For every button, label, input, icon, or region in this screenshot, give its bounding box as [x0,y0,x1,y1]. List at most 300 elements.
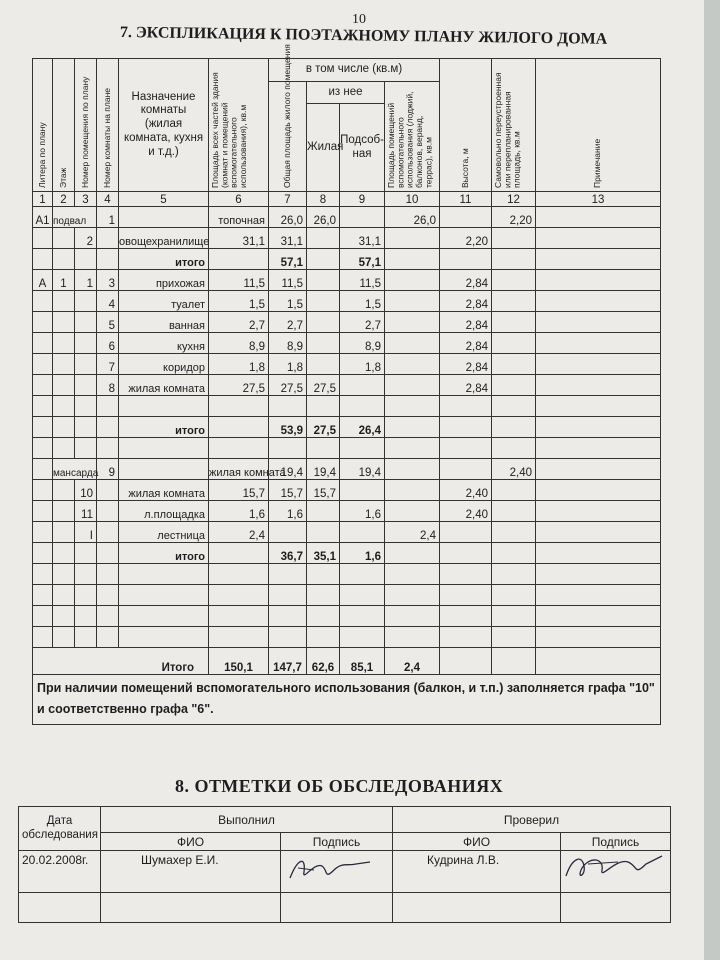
cell-naznach: лестница [119,522,209,543]
cell-etazh [53,501,75,522]
cell-room-no: 8 [97,375,119,396]
cell-height: 2,40 [492,459,536,480]
cell-zhilaya [307,249,340,270]
cell-vspom [385,627,440,648]
cell-obsh-area [269,564,307,585]
cell-litera [33,228,53,249]
cell-litera: А [33,270,53,291]
cell-obsh-area: 15,7 [269,480,307,501]
cell-samovol [492,375,536,396]
cell-height [440,396,492,417]
cell-etazh: подвал [53,207,97,228]
cell-zhilaya: 35,1 [307,543,340,564]
checked-signature-label: Подпись [561,833,671,851]
column-number: 3 [75,192,97,207]
cell-vspom: 2,4 [385,522,440,543]
cell-room-no [97,249,119,270]
cell-room-no [97,522,119,543]
cell-litera [33,438,53,459]
cell-pom-no: 1 [75,270,97,291]
cell-pom-no [75,627,97,648]
header-naznach: Назначение комнаты (жилая комната, кухня и т.д.) [119,59,209,192]
cell-obsh-area: 1,6 [269,501,307,522]
cell-etazh [53,417,75,438]
cell-samovol [492,396,536,417]
cell-room-no [119,207,209,228]
cell-obsh-area: 8,9 [269,333,307,354]
cell-samovol [492,501,536,522]
cell-naznach [119,585,209,606]
cell-room-no: 7 [97,354,119,375]
cell-obsh-area: 31,1 [269,228,307,249]
page-number: 10 [352,12,366,27]
cell-etazh [53,585,75,606]
cell-zhilaya [307,606,340,627]
column-number: 4 [97,192,119,207]
cell-zhilaya [340,207,385,228]
cell-zhilaya [307,438,340,459]
table-row [33,228,661,249]
cell-vspom [385,249,440,270]
cell-pom-no: 11 [75,501,97,522]
cell-vspom [385,480,440,501]
cell-naznach [119,438,209,459]
cell-podsob [340,585,385,606]
cell-naznach: овощехранилище [119,228,209,249]
cell-litera [33,606,53,627]
cell-primech [536,333,661,354]
cell-vspom [440,459,492,480]
cell-primech [536,312,661,333]
cell-primech [536,375,661,396]
cell-primech [536,270,661,291]
cell-vspom [385,501,440,522]
column-number: 6 [209,192,269,207]
cell-height: 2,40 [440,480,492,501]
cell-primech [536,396,661,417]
date-label: Дата обследования [19,807,101,851]
header-obsh-area: Общая площадь жилого помещения [281,44,292,188]
cell-obsh-area: 36,7 [269,543,307,564]
cell-vspom [385,291,440,312]
cell-zhilaya [307,522,340,543]
fill-note: При наличии помещений вспомогательного использования (балкон, и т.п.) заполняется графа "10" и соответственно графа "6". [33,675,661,725]
cell-area-all [209,396,269,417]
cell-litera [33,627,53,648]
cell-height: 2,20 [492,207,536,228]
cell-pom-no: 10 [75,480,97,501]
cell-podsob [340,606,385,627]
cell-pom-no [75,354,97,375]
table-row [33,207,661,228]
grand-total-row [33,648,661,675]
column-number: 7 [269,192,307,207]
header-iz-nee: из нее [307,82,385,104]
cell-pom-no [75,291,97,312]
cell-naznach: жилая комната [209,459,269,480]
cell-zhilaya [307,501,340,522]
cell-room-no: 5 [97,312,119,333]
cell-area-all [209,585,269,606]
cell-height: 2,20 [440,228,492,249]
cell-height: 2,84 [440,312,492,333]
cell-area-all [209,417,269,438]
cell-area-all: 31,1 [209,228,269,249]
cell-height [440,522,492,543]
cell-etazh [53,606,75,627]
cell-litera [33,501,53,522]
cell-pom-no [75,438,97,459]
performed-signature-label: Подпись [281,833,393,851]
inspection-date: 20.02.2008г. [19,851,101,893]
cell-samovol [492,543,536,564]
header-etazh: Этаж [57,167,68,188]
cell-podsob: 11,5 [340,270,385,291]
cell-etazh [53,249,75,270]
column-number: 1 [33,192,53,207]
cell-litera [33,312,53,333]
cell-samovol [492,228,536,249]
cell-naznach: л.площадка [119,501,209,522]
cell-zhilaya [307,333,340,354]
cell-height [440,585,492,606]
cell-vspom [385,270,440,291]
cell-naznach: итого [119,543,209,564]
cell-room-no: 6 [97,333,119,354]
header-podsob: Подсоб-ная [340,104,385,192]
checked-fio-label: ФИО [393,833,561,851]
cell-height: 2,40 [440,501,492,522]
cell-zhilaya: 27,5 [307,417,340,438]
cell-etazh [53,396,75,417]
cell-zhilaya [307,396,340,417]
cell-height: 2,84 [440,291,492,312]
cell-obsh-area [269,585,307,606]
grand-total-empty-12 [492,648,536,675]
cell-area-all [209,627,269,648]
cell-area-all: 1,6 [209,501,269,522]
cell-obsh-area: 1,8 [269,354,307,375]
cell-obsh-area [269,438,307,459]
cell-room-no [97,606,119,627]
cell-primech [536,627,661,648]
cell-naznach: жилая комната [119,480,209,501]
cell-room-no [97,564,119,585]
cell-height: 2,84 [440,333,492,354]
cell-samovol [492,585,536,606]
cell-litera [33,354,53,375]
cell-podsob: 1,8 [340,354,385,375]
grand-total-zhilaya: 62,6 [307,648,340,675]
cell-naznach: кухня [119,333,209,354]
cell-naznach [119,627,209,648]
grand-total-empty-13 [536,648,661,675]
cell-pom-no [75,606,97,627]
table-row [33,438,661,459]
cell-primech [536,564,661,585]
cell-area-all: 1,5 [209,291,269,312]
cell-primech [536,354,661,375]
cell-litera: А1 [33,207,53,228]
cell-podsob [340,396,385,417]
cell-room-no [97,417,119,438]
cell-samovol [536,459,661,480]
cell-vspom [385,585,440,606]
cell-vspom [385,438,440,459]
page-edge [704,0,720,960]
column-number: 9 [340,192,385,207]
table-row [33,312,661,333]
cell-room-no [97,480,119,501]
cell-area-all: 2,7 [209,312,269,333]
cell-samovol [492,249,536,270]
cell-zhilaya [307,270,340,291]
cell-room-no: 3 [97,270,119,291]
performed-fio: Шумахер Е.И. [101,851,281,893]
table-row [33,249,661,270]
cell-podsob: 1,6 [340,543,385,564]
cell-samovol [492,606,536,627]
cell-etazh [53,228,75,249]
cell-samovol [492,333,536,354]
cell-samovol [492,480,536,501]
table-row [33,459,661,480]
cell-area-all: 27,5 [209,375,269,396]
cell-etazh [53,333,75,354]
cell-samovol [492,270,536,291]
cell-podsob [340,627,385,648]
cell-vspom [385,417,440,438]
table-row [33,396,661,417]
cell-litera [33,522,53,543]
cell-samovol [492,438,536,459]
cell-litera [33,417,53,438]
section8-title: 8. ОТМЕТКИ ОБ ОБСЛЕДОВАНИЯХ [175,776,504,796]
cell-zhilaya [307,312,340,333]
cell-zhilaya [307,564,340,585]
cell-podsob: 1,5 [340,291,385,312]
header-vspom: Площадь помещений вспомогательного использования (лоджий, балконов, веранд, террас), кв.м [386,91,434,188]
cell-area-all [209,606,269,627]
cell-primech [536,417,661,438]
cell-primech [536,249,661,270]
cell-pom-no [75,543,97,564]
grand-total-area-all: 150,1 [209,648,269,675]
table-row [33,522,661,543]
cell-primech [536,438,661,459]
cell-room-no: 4 [97,291,119,312]
cell-height [440,564,492,585]
header-row-1 [33,59,661,82]
cell-height: 2,84 [440,354,492,375]
cell-obsh-area [269,627,307,648]
table-row [33,585,661,606]
cell-area-all [209,543,269,564]
table-row [33,375,661,396]
cell-primech [536,291,661,312]
cell-litera [33,249,53,270]
cell-vspom [385,312,440,333]
performed-fio-label: ФИО [101,833,281,851]
cell-litera [33,564,53,585]
cell-primech [536,585,661,606]
cell-obsh-area: 11,5 [269,270,307,291]
cell-podsob: 26,4 [340,417,385,438]
cell-vspom [385,396,440,417]
cell-vspom [385,354,440,375]
cell-podsob: 31,1 [340,228,385,249]
cell-vspom [440,207,492,228]
header-v-tom-chisle: в том числе (кв.м) [269,59,440,82]
cell-pom-no [75,375,97,396]
column-number: 5 [119,192,209,207]
empty-cell [393,893,561,923]
cell-obsh-area: 2,7 [269,312,307,333]
cell-etazh [53,354,75,375]
section7-title: 7. ЭКСПЛИКАЦИЯ К ПОЭТАЖНОМУ ПЛАНУ ЖИЛОГО ДОМА [119,24,608,48]
cell-primech [536,228,661,249]
cell-podsob: 26,0 [385,207,440,228]
cell-area-all [209,249,269,270]
cell-samovol [492,564,536,585]
cell-naznach: ванная [119,312,209,333]
cell-obsh-area: 57,1 [269,249,307,270]
cell-litera [33,459,53,480]
cell-room-no [97,501,119,522]
cell-podsob: 1,6 [340,501,385,522]
cell-vspom [385,564,440,585]
cell-primech [536,501,661,522]
cell-zhilaya: 19,4 [340,459,385,480]
column-number: 8 [307,192,340,207]
cell-podsob [340,522,385,543]
cell-pom-no: I [75,522,97,543]
table-row [33,417,661,438]
checked-label: Проверил [393,807,671,833]
cell-litera [33,333,53,354]
cell-etazh [53,291,75,312]
cell-pom-no [75,417,97,438]
cell-pom-no [75,585,97,606]
cell-pom-no: 2 [75,228,97,249]
cell-vspom [385,375,440,396]
cell-podsob [340,375,385,396]
cell-etazh [53,438,75,459]
cell-litera [33,291,53,312]
cell-samovol [492,522,536,543]
cell-area-all: 15,7 [209,480,269,501]
cell-samovol [536,207,661,228]
column-number: 13 [536,192,661,207]
cell-zhilaya [307,291,340,312]
cell-samovol [492,417,536,438]
cell-primech [536,543,661,564]
cell-naznach: итого [119,249,209,270]
cell-obsh-area [269,522,307,543]
table-row [33,501,661,522]
cell-pom-no [75,396,97,417]
cell-primech [536,480,661,501]
cell-vspom [385,606,440,627]
cell-litera [33,480,53,501]
cell-room-no [119,459,209,480]
header-height: Высота, м [459,148,470,188]
cell-etazh [53,312,75,333]
performed-label: Выполнил [101,807,393,833]
cell-height [440,249,492,270]
table-row [33,606,661,627]
cell-pom-no [75,249,97,270]
cell-etazh [53,522,75,543]
cell-samovol [492,627,536,648]
table-row [33,480,661,501]
cell-pom-no: 9 [97,459,119,480]
cell-vspom [385,333,440,354]
table-row [33,333,661,354]
header-pom-no: Номер помещения по плану [79,76,90,188]
cell-room-no [97,438,119,459]
grand-total-podsob: 85,1 [340,648,385,675]
cell-room-no [97,228,119,249]
table-row [33,270,661,291]
cell-obsh-area: 1,5 [269,291,307,312]
cell-etazh [53,627,75,648]
table-row [33,627,661,648]
column-number: 2 [53,192,75,207]
empty-cell [101,893,281,923]
header-samovol: Самовольно переустроенная или перепланированная площадь, кв.м [492,72,522,188]
empty-cell [281,893,393,923]
grand-total-empty-11 [440,648,492,675]
cell-primech [536,522,661,543]
cell-room-no [97,543,119,564]
header-room-no: Номер комнаты на плане [101,87,112,188]
checker-signature [558,846,668,886]
cell-podsob [385,459,440,480]
grand-total-vspom: 2,4 [385,648,440,675]
table-row [33,354,661,375]
cell-pom-no [75,333,97,354]
cell-litera [33,585,53,606]
cell-etazh [53,543,75,564]
cell-etazh [53,480,75,501]
table-row [33,543,661,564]
cell-area-all: 2,4 [209,522,269,543]
cell-etazh: 1 [53,270,75,291]
cell-obsh-area [269,606,307,627]
cell-height: 2,84 [440,270,492,291]
header-area-all: Площадь всех частей здания (комнат и помещений вспомогательного использования), кв.м [209,72,248,188]
cell-zhilaya: 27,5 [307,375,340,396]
cell-samovol [492,354,536,375]
cell-zhilaya [307,354,340,375]
header-litera: Литера по плану [36,122,47,188]
cell-area-all: 11,5 [209,270,269,291]
column-number: 12 [492,192,536,207]
cell-obsh-area: 53,9 [269,417,307,438]
empty-cell [19,893,101,923]
table-row [33,564,661,585]
header-zhilaya: Жилая [307,104,340,192]
cell-naznach [119,606,209,627]
cell-zhilaya [307,585,340,606]
cell-obsh-area: 27,5 [269,375,307,396]
cell-room-no [97,585,119,606]
header-primech: Примечание [592,138,603,188]
column-numbers-row [33,192,661,207]
cell-area-all: 1,8 [209,354,269,375]
cell-podsob: 2,7 [340,312,385,333]
